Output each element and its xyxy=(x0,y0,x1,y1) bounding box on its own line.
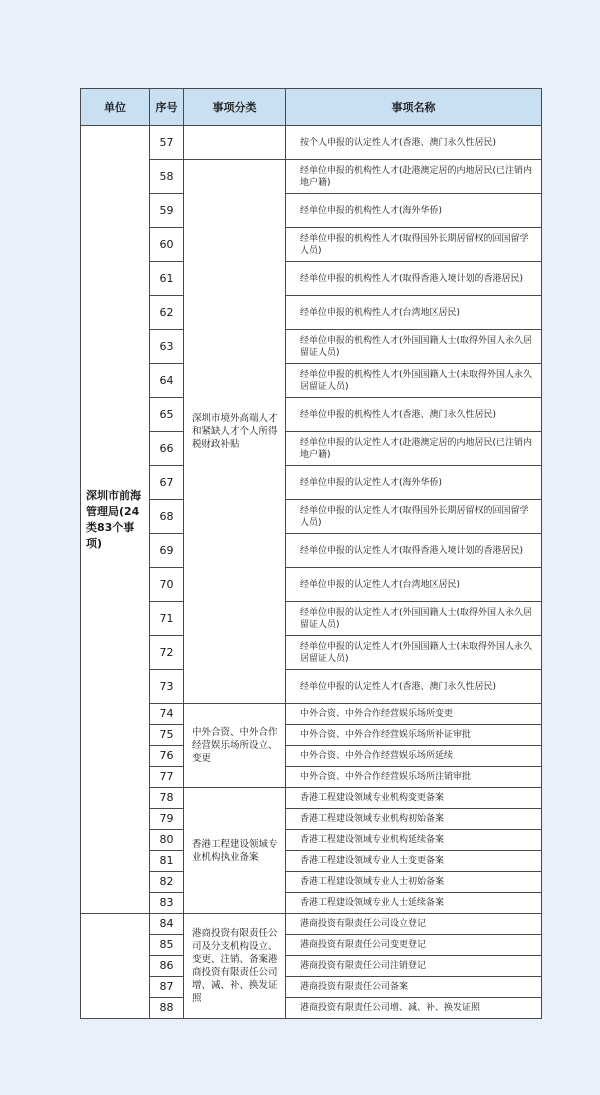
unit-cell: 深圳市前海管理局(24类83个事项) xyxy=(81,126,150,914)
table-row xyxy=(81,126,542,160)
seq-cell: 57 xyxy=(150,126,184,160)
table-row xyxy=(81,893,542,914)
header-seq: 序号 xyxy=(150,89,184,126)
seq-cell: 74 xyxy=(150,704,184,725)
matter-name-cell: 经单位申报的认定性人才(外国国籍人士(未取得外国人永久居留证人员) xyxy=(286,636,542,670)
seq-cell: 62 xyxy=(150,296,184,330)
table-row xyxy=(81,330,542,364)
table-row xyxy=(81,534,542,568)
seq-cell: 88 xyxy=(150,998,184,1019)
matter-name-cell: 经单位申报的认定性人才(外国国籍人士(取得外国人永久居留证人员) xyxy=(286,602,542,636)
matter-name-cell: 经单位申报的认定性人才(取得国外长期居留权的回国留学人员) xyxy=(286,500,542,534)
seq-cell: 76 xyxy=(150,746,184,767)
seq-cell: 63 xyxy=(150,330,184,364)
seq-cell: 86 xyxy=(150,956,184,977)
table-row xyxy=(81,602,542,636)
matter-name-cell: 香港工程建设领域专业机构延续备案 xyxy=(286,830,542,851)
table-row xyxy=(81,998,542,1019)
seq-cell: 82 xyxy=(150,872,184,893)
table-row xyxy=(81,160,542,194)
seq-cell: 69 xyxy=(150,534,184,568)
matter-name-cell: 经单位申报的机构性人才(外国国籍人士(未取得外国人永久居留证人员) xyxy=(286,364,542,398)
table-row xyxy=(81,500,542,534)
matter-name-cell: 香港工程建设领域专业机构初始备案 xyxy=(286,809,542,830)
table-header-row xyxy=(81,89,542,126)
matter-name-cell: 按个人申报的认定性人才(香港、澳门永久性居民) xyxy=(286,126,542,160)
seq-cell: 83 xyxy=(150,893,184,914)
seq-cell: 84 xyxy=(150,914,184,935)
seq-cell: 85 xyxy=(150,935,184,956)
matters-table xyxy=(80,88,542,1019)
matter-name-cell: 经单位申报的认定性人才(取得香港入境计划的香港居民) xyxy=(286,534,542,568)
table-row xyxy=(81,228,542,262)
matter-name-cell: 经单位申报的机构性人才(香港、澳门永久性居民) xyxy=(286,398,542,432)
seq-cell: 80 xyxy=(150,830,184,851)
matter-name-cell: 经单位申报的机构性人才(赴港澳定居的内地居民(已注销内地户籍) xyxy=(286,160,542,194)
table-row xyxy=(81,725,542,746)
table-row xyxy=(81,767,542,788)
matter-name-cell: 港商投资有限责任公司备案 xyxy=(286,977,542,998)
matter-name-cell: 经单位申报的机构性人才(外国国籍人士(取得外国人永久居留证人员) xyxy=(286,330,542,364)
seq-cell: 59 xyxy=(150,194,184,228)
table-row xyxy=(81,364,542,398)
table-row xyxy=(81,914,542,935)
matter-name-cell: 港商投资有限责任公司设立登记 xyxy=(286,914,542,935)
seq-cell: 58 xyxy=(150,160,184,194)
seq-cell: 60 xyxy=(150,228,184,262)
seq-cell: 87 xyxy=(150,977,184,998)
seq-cell: 65 xyxy=(150,398,184,432)
matter-name-cell: 中外合资、中外合作经营娱乐场所延续 xyxy=(286,746,542,767)
matter-name-cell: 经单位申报的认定性人才(海外华侨) xyxy=(286,466,542,500)
matter-name-cell: 中外合资、中外合作经营娱乐场所变更 xyxy=(286,704,542,725)
table-row xyxy=(81,262,542,296)
table-row xyxy=(81,636,542,670)
category-cell: 深圳市境外高端人才和紧缺人才个人所得税财政补贴 xyxy=(184,160,286,704)
category-cell xyxy=(184,126,286,160)
matter-name-cell: 经单位申报的机构性人才(取得国外长期居留权的回国留学人员) xyxy=(286,228,542,262)
seq-cell: 75 xyxy=(150,725,184,746)
matter-name-cell: 经单位申报的机构性人才(取得香港入境计划的香港居民) xyxy=(286,262,542,296)
matter-name-cell: 中外合资、中外合作经营娱乐场所注销审批 xyxy=(286,767,542,788)
seq-cell: 73 xyxy=(150,670,184,704)
table-row xyxy=(81,398,542,432)
seq-cell: 72 xyxy=(150,636,184,670)
table-row xyxy=(81,956,542,977)
category-cell: 中外合资、中外合作经营娱乐场所设立、变更 xyxy=(184,704,286,788)
seq-cell: 79 xyxy=(150,809,184,830)
category-cell: 香港工程建设领域专业机构执业备案 xyxy=(184,788,286,914)
table-row xyxy=(81,851,542,872)
table-row xyxy=(81,977,542,998)
matter-name-cell: 香港工程建设领域专业机构变更备案 xyxy=(286,788,542,809)
matter-name-cell: 港商投资有限责任公司变更登记 xyxy=(286,935,542,956)
unit-cell xyxy=(81,914,150,1019)
matter-name-cell: 港商投资有限责任公司增、减、补、换发证照 xyxy=(286,998,542,1019)
matter-name-cell: 港商投资有限责任公司注销登记 xyxy=(286,956,542,977)
table-row xyxy=(81,296,542,330)
table-row xyxy=(81,809,542,830)
seq-cell: 68 xyxy=(150,500,184,534)
matter-name-cell: 经单位申报的认定性人才(香港、澳门永久性居民) xyxy=(286,670,542,704)
seq-cell: 81 xyxy=(150,851,184,872)
seq-cell: 67 xyxy=(150,466,184,500)
seq-cell: 66 xyxy=(150,432,184,466)
seq-cell: 77 xyxy=(150,767,184,788)
matter-name-cell: 经单位申报的认定性人才(台湾地区居民) xyxy=(286,568,542,602)
table-row xyxy=(81,830,542,851)
seq-cell: 61 xyxy=(150,262,184,296)
seq-cell: 64 xyxy=(150,364,184,398)
category-cell: 港商投资有限责任公司及分支机构设立、变更、注销、备案港商投资有限责任公司增、减、补、换发证照 xyxy=(184,914,286,1019)
table-row xyxy=(81,432,542,466)
table-row xyxy=(81,704,542,725)
table-body xyxy=(81,126,542,1019)
matter-name-cell: 香港工程建设领域专业人士变更备案 xyxy=(286,851,542,872)
table-row xyxy=(81,935,542,956)
seq-cell: 78 xyxy=(150,788,184,809)
matter-name-cell: 香港工程建设领域专业人士延续备案 xyxy=(286,893,542,914)
table-row xyxy=(81,746,542,767)
table-row xyxy=(81,568,542,602)
matter-name-cell: 经单位申报的机构性人才(海外华侨) xyxy=(286,194,542,228)
table-row xyxy=(81,788,542,809)
matter-name-cell: 中外合资、中外合作经营娱乐场所补证审批 xyxy=(286,725,542,746)
seq-cell: 70 xyxy=(150,568,184,602)
table-row xyxy=(81,670,542,704)
table-row xyxy=(81,194,542,228)
matter-name-cell: 香港工程建设领域专业人士初始备案 xyxy=(286,872,542,893)
header-category: 事项分类 xyxy=(184,89,286,126)
matter-name-cell: 经单位申报的认定性人才(赴港澳定居的内地居民(已注销内地户籍) xyxy=(286,432,542,466)
seq-cell: 71 xyxy=(150,602,184,636)
table-row xyxy=(81,872,542,893)
table-row xyxy=(81,466,542,500)
header-unit: 单位 xyxy=(81,89,150,126)
matter-name-cell: 经单位申报的机构性人才(台湾地区居民) xyxy=(286,296,542,330)
header-name: 事项名称 xyxy=(286,89,542,126)
